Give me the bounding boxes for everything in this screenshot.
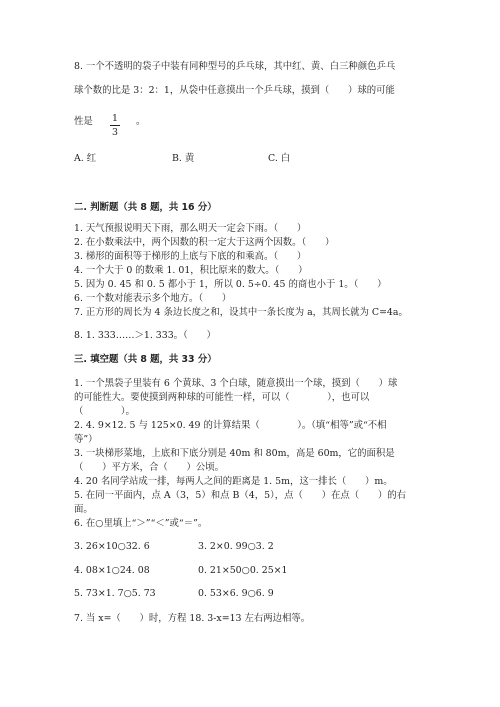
- fraction-denominator: 3: [112, 127, 118, 139]
- q8-line2: 球个数的比是 3：2：1，从袋中任意摸出一个乒乓球，摸到（ ）球的可能: [74, 85, 395, 96]
- compare-2-right: 0. 21×50○0. 25×1: [198, 565, 288, 576]
- section3-title: 三. 填空题（共 8 题，共 33 分）: [74, 354, 217, 365]
- compare-3-right: 0. 53×6. 9○6. 9: [198, 588, 274, 599]
- q8-line1: 8. 一个不透明的袋子中装有同种型号的乒乓球，其中红、黄、白三种颜色乒乓: [74, 61, 396, 72]
- fill-line-3: （ ）。: [74, 406, 135, 417]
- q8-line3-post: 。: [136, 116, 146, 127]
- tf-item-7: 7. 正方形的周长为 4 条边长度之和，设其中一条长度为 a，其周长就为 C=4a。: [74, 307, 408, 318]
- q8-option-c: C. 白: [268, 153, 291, 164]
- tf-item-4: 4. 一个大于 0 的数乘 1. 01，积比原来的数大。（ ）: [74, 265, 308, 276]
- fill-line-5: 等”）: [74, 434, 98, 445]
- fraction-one-third: [110, 114, 120, 138]
- compare-3-left: 5. 73×1. 7○5. 73: [74, 588, 156, 599]
- fill-line-2: 的可能性大。要使摸到两种球的可能性一样，可以（ ），也可以: [74, 392, 370, 403]
- tf-item-3: 3. 梯形的面积等于梯形的上底与下底的和乘高。（ ）: [74, 251, 307, 262]
- compare-1-right: 3. 2×0. 99○3. 2: [198, 541, 274, 552]
- fill-line-8: 4. 20 名同学站成一排，每两人之间的距离是 1. 5m，这一排长（ ）m。: [74, 476, 393, 487]
- fraction-numerator: 1: [112, 113, 118, 124]
- q8-option-b: B. 黄: [172, 153, 195, 164]
- fill-line-4: 2. 4. 9×12. 5 与 125×0. 49 的计算结果（ ）。（填“相等”或“不相: [74, 420, 387, 431]
- fill-line-10: 面。: [74, 504, 93, 515]
- tf-item-8: 8. 1. 333……＞1. 333。（ ）: [74, 330, 216, 341]
- fill-line-11: 6. 在○里填上“＞”“＜”或“＝”。: [74, 518, 208, 529]
- tf-item-6: 6. 一个数对能表示多个地方。（ ）: [74, 293, 232, 304]
- fraction-bar: [110, 125, 120, 126]
- fill-line-7: （ ）平方米，合（ ）公顷。: [74, 462, 225, 473]
- q8-line3-pre: 性是: [74, 116, 93, 127]
- tf-item-2: 2. 在小数乘法中，两个因数的积一定大于这两个因数。（ ）: [74, 237, 335, 248]
- fill-line-9: 5. 在同一平面内，点 A（3，5）和点 B（4，5），点（ ）在点（ ）的右: [74, 490, 406, 501]
- q8-option-a: A. 红: [74, 153, 97, 164]
- compare-1-left: 3. 26×10○32. 6: [74, 541, 150, 552]
- fill-line-6: 3. 一块梯形菜地，上底和下底分别是 40m 和 80m，高是 60m，它的面积是: [74, 448, 395, 459]
- fill-line-1: 1. 一个黑袋子里装有 6 个黄球、3 个白球，随意摸出一个球，摸到（ ）球: [74, 378, 398, 389]
- tf-item-5: 5. 因为 0. 45 和 0. 5 都小于 1，所以 0. 5÷0. 45 的商也小于 1。（ ）: [74, 279, 387, 290]
- fill-q7: 7. 当 x=（ ）时，方程 18. 3-x=13 左右两边相等。: [74, 613, 311, 624]
- tf-item-1: 1. 天气预报说明天下雨，那么明天一定会下雨。（ ）: [74, 223, 307, 234]
- compare-2-left: 4. 08×1○24. 08: [74, 565, 150, 576]
- section2-title: 二. 判断题（共 8 题，共 16 分）: [74, 202, 217, 213]
